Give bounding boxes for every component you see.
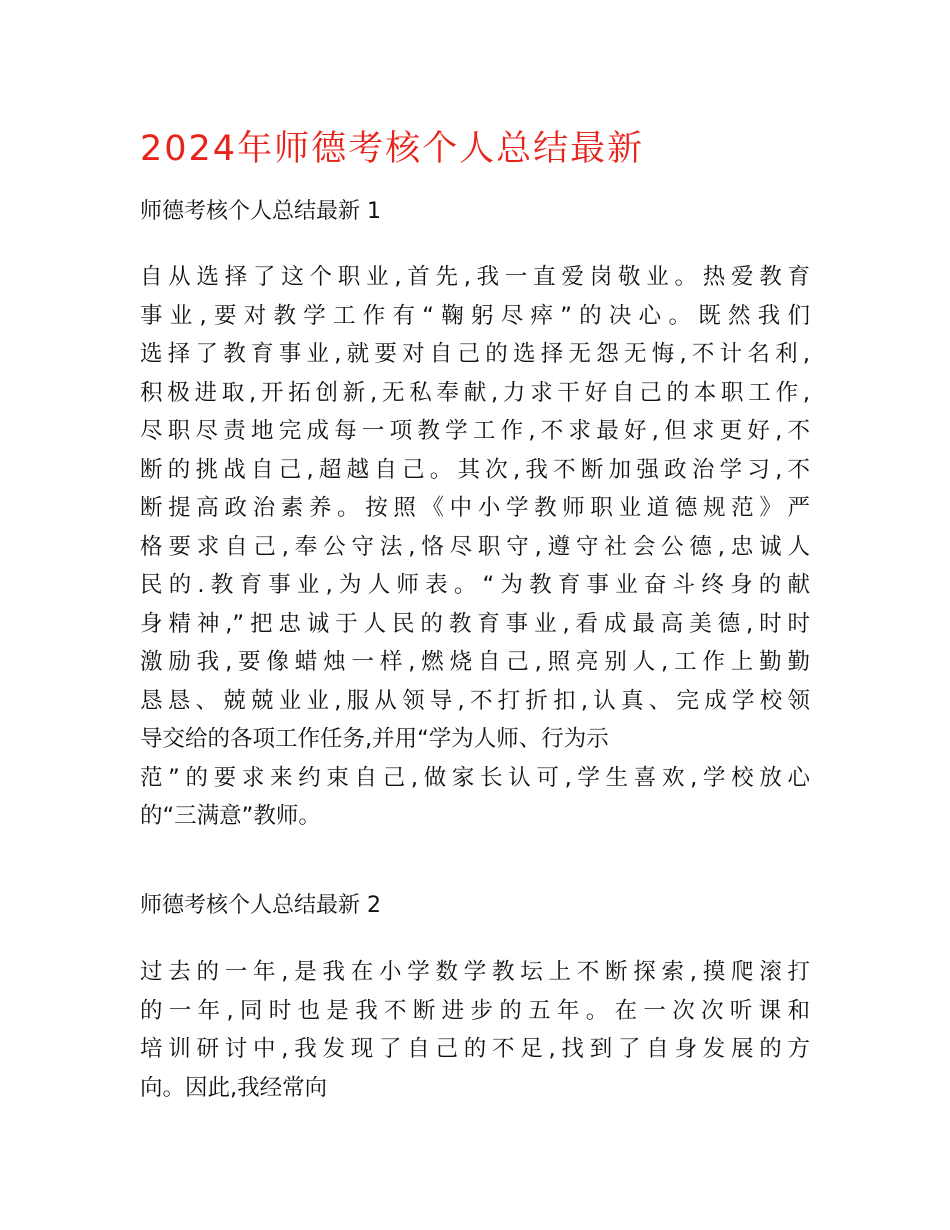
section-2-paragraph — [140, 953, 810, 1107]
paragraph-line: 范”的要求来约束自己,做家长认可,学生喜欢,学校放心 — [140, 764, 810, 791]
paragraph-line: 向。因此,我经常向 — [140, 1074, 328, 1101]
paragraph-line: 激励我,要像蜡烛一样,燃烧自己,照亮别人,工作上勤勤 — [140, 649, 810, 675]
paragraph-line: 民的.教育事业,为人师表。“为教育事业奋斗终身的献 — [140, 572, 810, 598]
paragraph-line: 恳恳、兢兢业业,服从领导,不打折扣,认真、完成学校领 — [140, 687, 810, 714]
paragraph-line: 尽职尽责地完成每一项教学工作,不求最好,但求更好,不 — [140, 418, 810, 444]
section-1-paragraph — [140, 258, 810, 836]
paragraph-line: 导交给的各项工作任务,并用“学为人师、行为示 — [140, 726, 609, 752]
paragraph-line: 的“三满意”教师。 — [140, 803, 321, 829]
paragraph-line: 选择了教育事业,就要对自己的选择无怨无悔,不计名利, — [140, 341, 810, 367]
paragraph-line: 断的挑战自己,超越自己。其次,我不断加强政治学习,不 — [140, 456, 810, 483]
paragraph-line: 自从选择了这个职业,首先,我一直爱岗敬业。热爱教育 — [140, 264, 810, 290]
paragraph-line: 培训研讨中,我发现了自己的不足,找到了自身发展的方 — [140, 1036, 810, 1062]
paragraph-line: 事业,要对教学工作有“鞠躬尽瘁”的决心。既然我们 — [140, 302, 810, 329]
paragraph-line: 格要求自己,奉公守法,恪尽职守,遵守社会公德,忠诚人 — [140, 533, 810, 560]
section-heading-2: 师德考核个人总结最新 2 — [140, 893, 381, 918]
paragraph-line: 断提高政治素养。按照《中小学教师职业道德规范》严 — [140, 495, 810, 521]
paragraph-line: 身精神,”把忠诚于人民的教育事业,看成最高美德,时时 — [140, 610, 810, 637]
section-heading-1: 师德考核个人总结最新 1 — [140, 199, 381, 224]
paragraph-line: 过去的一年,是我在小学数学教坛上不断探索,摸爬滚打 — [140, 959, 810, 985]
paragraph-line: 积极进取,开拓创新,无私奉献,力求干好自己的本职工作, — [140, 379, 810, 406]
document-title: 2024年师德考核个人总结最新 — [140, 129, 645, 169]
paragraph-line: 的一年,同时也是我不断进步的五年。在一次次听课和 — [140, 997, 810, 1024]
